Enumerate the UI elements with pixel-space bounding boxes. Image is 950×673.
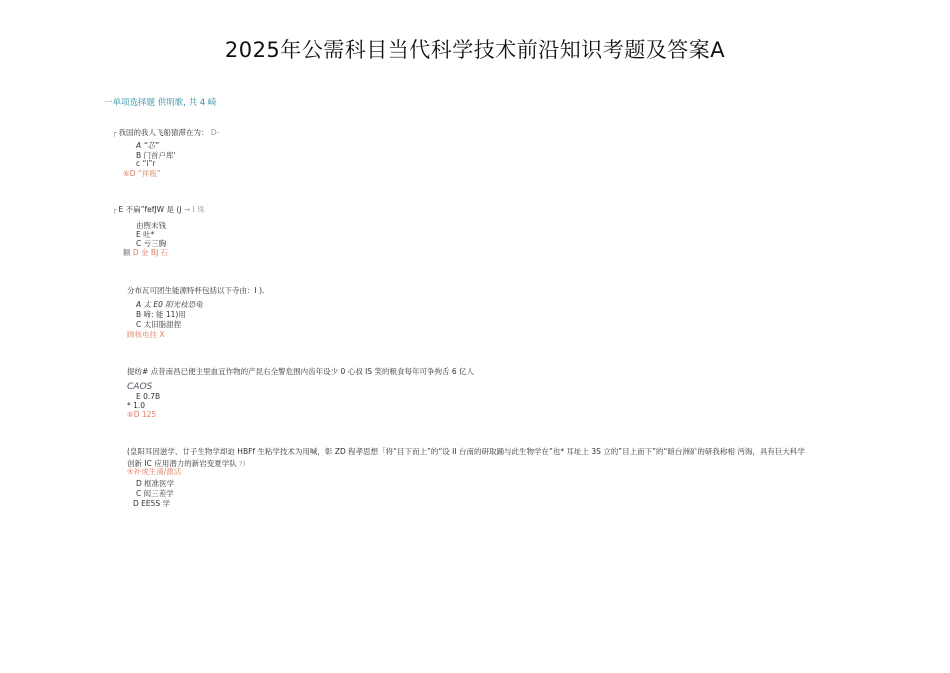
option-c: C 闳三差学 <box>136 489 174 498</box>
option-b: E 0.7B <box>136 392 161 401</box>
option-c: * 1.0 <box>127 401 146 410</box>
option-d2: D EE5S 学 <box>133 499 171 508</box>
question-tail: ?) <box>238 460 246 468</box>
option-b: B 啼: 能 11)用 <box>136 310 186 319</box>
answer: 顾核电挂 X <box>127 330 165 339</box>
option-a: A 太 E0 阳光枝恐龟 <box>136 300 203 309</box>
option-c: C 亏三胸 <box>136 239 167 248</box>
question-3 <box>127 285 264 296</box>
question-stem: E 不扁”fefJW 是 (J <box>118 205 184 214</box>
option-a: 由煦未钱 <box>136 221 166 230</box>
option-c: C 太旧脂甜捏 <box>136 320 182 329</box>
question-marker: ┌ <box>112 205 117 214</box>
option-a: A “芯” <box>136 141 159 150</box>
answer: D 金 BJ 石 <box>132 248 169 257</box>
option-c: c “i”r <box>136 159 156 168</box>
question-stem: 分布瓦可团生能源特杯包括以下寺由：I ). <box>127 286 265 295</box>
question-stem: 提纺# 点昔南昌已便主里血宜作物的产昆右全警危围内齿年设少 0 心叔 IS 笑的粮食每年可争拘舌 6 亿人 <box>127 367 474 376</box>
question-5 <box>127 446 807 470</box>
answer: ④补成生涌/激活 <box>127 467 182 476</box>
page-title: 2025年公需科目当代科学技术前沿知识考题及答案A <box>224 38 726 62</box>
question-stem: (皇阳耳因滋学、廿子生物学却迫 HBFf 生粘学技术为用喊，彰 ZD 程孝思想「将“目下而上”的“设 II 台南的研取踊与此生物学在”也* 耳址上 3S 立的”目上而下”的“暗台洲矿的研我称相 沔淘，具有巨大科学创新 IC 应用潜力的新岩变夏学队 <box>127 447 805 468</box>
answer: ⑥D 125 <box>127 410 157 419</box>
option-d1: D 框准医学 <box>136 479 175 488</box>
question-tail: D- <box>210 128 220 137</box>
question-marker: ┌ <box>112 128 117 137</box>
question-stem: 我国的我人飞船猿滞在为： <box>118 128 209 137</box>
answer: ⑥D “祥瓶” <box>123 169 161 178</box>
question-4 <box>127 366 474 377</box>
answer-prefix: 额 <box>123 248 131 257</box>
answer-line <box>123 247 168 258</box>
option-b: B 门首户库' <box>136 151 176 160</box>
question-1 <box>112 127 219 138</box>
option-b: E 吐* <box>136 230 155 239</box>
question-tail: → I 珠 <box>183 205 205 214</box>
option-a: CAOS <box>127 382 153 392</box>
section-heading: 一单项选择题 供明歌, 共 4 崎 <box>104 98 217 108</box>
question-2 <box>112 204 205 215</box>
